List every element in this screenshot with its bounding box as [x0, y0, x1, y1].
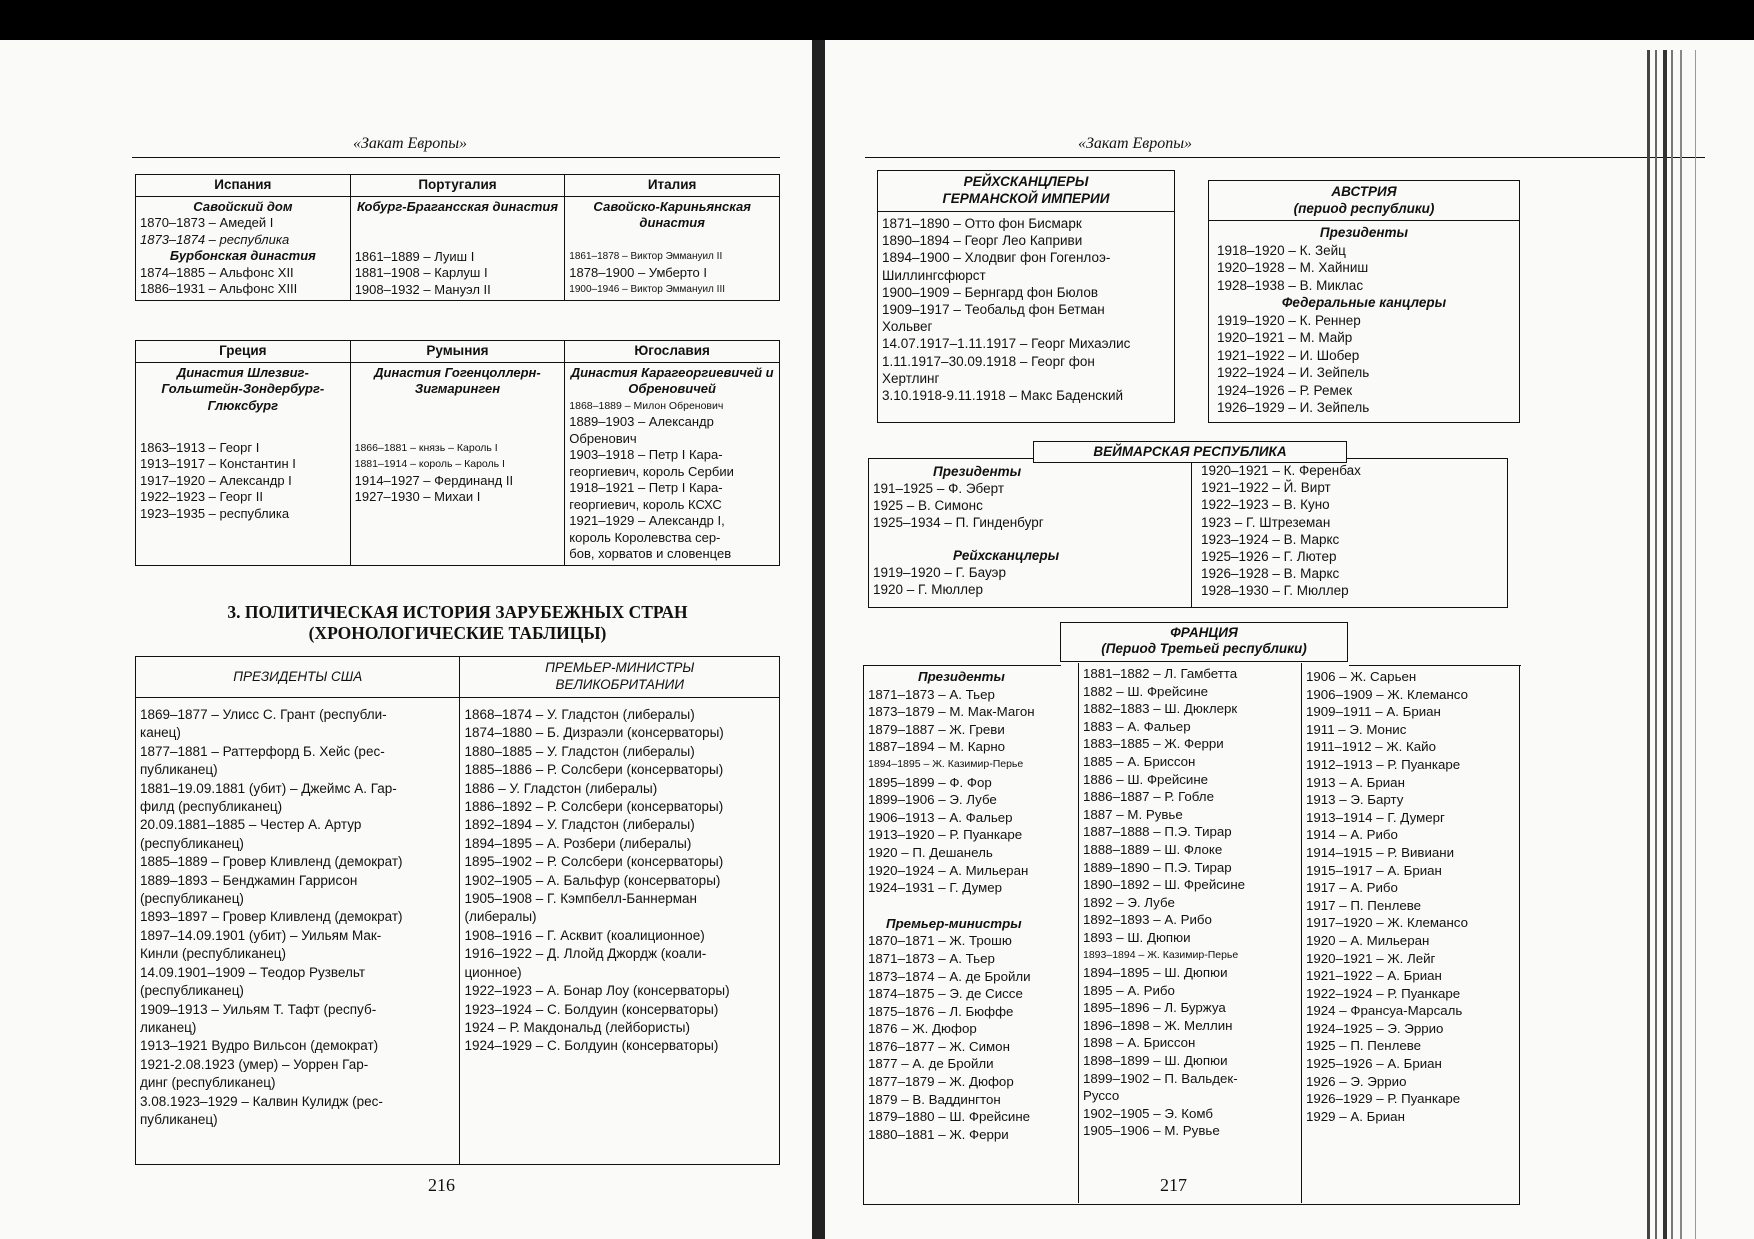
list-line: 1922–1924 – Р. Пуанкаре: [1306, 985, 1461, 1001]
list-line: 1881–1914 – король – Кароль I: [354, 458, 505, 470]
list-line: 1874–1875 – Э. де Сиссе: [868, 986, 1023, 1002]
list-line: 1876–1877 – Ж. Симон: [868, 1038, 1010, 1054]
subheading: Президенты: [933, 464, 1022, 479]
list-line: 1883 – А. Фальер: [1083, 718, 1191, 734]
list-line: 1912–1913 – Р. Пуанкаре: [1306, 756, 1461, 772]
list-line: 1869–1877 – Улисс С. Грант (республи-: [140, 707, 387, 722]
list-line: 1889–1890 – П.Э. Тирар: [1083, 859, 1232, 875]
list-line: 1919–1920 – К. Реннер: [1217, 312, 1361, 328]
page-edge: [1671, 50, 1673, 1239]
header-rule: [132, 157, 780, 158]
list-line: 1905–1908 – Г. Кэмпбелл-Баннерман: [464, 891, 697, 907]
list-line: 1881–19.09.1881 (убит) – Джеймс А. Гар-: [140, 780, 397, 796]
page-edge: [1695, 50, 1696, 1239]
list-line: 1902–1905 – Э. Комб: [1083, 1105, 1214, 1121]
list-line: 1885 – А. Бриссон: [1083, 753, 1196, 769]
list-line: 1925 – П. Пенлеве: [1306, 1038, 1422, 1054]
list-line: 1920–1928 – М. Хайниш: [1217, 260, 1369, 275]
dynasties-table-1: [135, 174, 780, 301]
list-line: 1921–1922 – Й. Вирт: [1201, 480, 1331, 496]
box-title-line: ГЕРМАНСКОЙ ИМПЕРИИ: [942, 191, 1110, 206]
list-line: 14.07.1917–1.11.1917 – Георг Михаэлис: [882, 336, 1131, 352]
dynasty-name: Династия Шлезвиг-Гольштейн-Зондербург-Глюксбург: [161, 364, 325, 413]
list-line: 1916–1922 – Д. Ллойд Джордж (коали-: [464, 946, 707, 962]
list-line: 1886 – У. Гладстон (либералы): [464, 780, 658, 796]
list-line: 1921–1922 – А. Бриан: [1306, 968, 1442, 984]
page-number: 217: [1160, 1175, 1187, 1195]
list-line: 1913–1920 – Р. Пуанкаре: [868, 827, 1023, 843]
section-title: [135, 602, 780, 644]
list-line: 1898–1899 – Ш. Дюпюи: [1083, 1053, 1228, 1069]
box-title-line: (Период Третьей республики): [1101, 641, 1307, 656]
austria-content: [1209, 221, 1519, 420]
list-line: Хертлинг: [882, 370, 940, 386]
list-line: 1888–1889 – Ш. Флоке: [1083, 841, 1223, 857]
list-line: 1914 – А. Рибо: [1306, 827, 1398, 843]
list-line: 1913–1917 – Константин I: [140, 456, 296, 471]
header-usa: ПРЕЗИДЕНТЫ США: [136, 657, 460, 698]
list-line: 1914–1915 – Р. Вивиани: [1306, 844, 1455, 860]
list-line: Кинли (республиканец): [140, 946, 286, 962]
section-title-line: 3. ПОЛИТИЧЕСКАЯ ИСТОРИЯ ЗАРУБЕЖНЫХ СТРАН: [227, 602, 688, 622]
list-line: 1873–1874 – А. де Бройли: [868, 968, 1031, 984]
list-line: 1886 – Ш. Фрейсине: [1083, 771, 1209, 787]
header-romania: Румыния: [350, 341, 565, 363]
list-line: 1892–1894 – У. Гладстон (либералы): [464, 817, 695, 833]
france-box: [863, 665, 1520, 1205]
list-line: 1920 – А. Мильеран: [1306, 932, 1430, 948]
ruler-line: 1874–1885 – Альфонс XII: [140, 264, 294, 280]
list-line: Руссо: [1083, 1088, 1120, 1104]
france-title: [1060, 622, 1348, 662]
list-line: 1880–1885 – У. Гладстон (либералы): [464, 743, 695, 759]
list-line: 1909–1917 – Теобальд фон Бетман: [882, 302, 1105, 318]
list-line: 1925–1926 – А. Бриан: [1306, 1056, 1442, 1072]
ruler-line: 1873–1874 – республика: [140, 231, 290, 247]
list-line: 1879 – В. Ваддингтон: [868, 1091, 1001, 1107]
list-line: 1871–1873 – А. Тьер: [868, 950, 995, 966]
header-yugoslavia: Югославия: [565, 341, 780, 363]
list-line: 1881–1882 – Л. Гамбетта: [1083, 666, 1238, 681]
list-line: 1889–1893 – Бенджамин Гаррисон: [140, 872, 358, 888]
list-line: 1911 – Э. Монис: [1306, 721, 1407, 737]
italy-cell: [565, 196, 780, 301]
list-line: 1926–1929 – Р. Пуанкаре: [1306, 1091, 1461, 1107]
left-page: [0, 40, 812, 1239]
list-line: 1921–1929 – Александр I,: [569, 513, 725, 528]
list-line: 1866–1881 – князь – Кароль I: [354, 441, 498, 454]
portugal-cell: [350, 196, 565, 301]
list-line: 20.09.1881–1885 – Честер А. Артур: [140, 817, 362, 833]
subheading: Рейхсканцлеры: [953, 548, 1060, 563]
dynasty-name: Бурбонская династия: [169, 248, 316, 263]
list-line: 1923 – Г. Штреземан: [1201, 514, 1331, 530]
list-line: 1913–1914 – Г. Думерг: [1306, 809, 1445, 825]
list-line: 1894–1895 – А. Розбери (либералы): [464, 835, 692, 851]
list-line: 1883–1885 – Ж. Ферри: [1083, 736, 1224, 752]
page-edge: [1647, 50, 1650, 1239]
list-line: 1911–1912 – Ж. Кайо: [1306, 739, 1436, 755]
list-line: 1897–14.09.1901 (убит) – Уильям Мак-: [140, 927, 382, 943]
list-line: динг (республиканец): [140, 1075, 276, 1091]
list-line: 1926–1929 – И. Зейпель: [1217, 400, 1370, 415]
list-line: 1879–1880 – Ш. Фрейсине: [868, 1109, 1031, 1125]
list-line: 1887–1888 – П.Э. Тирар: [1083, 824, 1232, 840]
prime-ministers-list: [464, 706, 775, 1056]
subheading: Премьер-министры: [886, 915, 1022, 931]
list-line: 1887–1894 – М. Карно: [868, 739, 1006, 755]
usa-uk-table: [135, 656, 780, 1165]
subheading: Президенты: [918, 669, 1005, 684]
list-line: 1876 – Ж. Дюфор: [868, 1021, 977, 1037]
list-line: 1925–1934 – П. Гинденбург: [873, 515, 1044, 530]
list-line: 1920–1921 – М. Майр: [1217, 330, 1353, 345]
ruler-list: [355, 440, 561, 506]
column-divider: [1191, 459, 1192, 607]
list-line: ликанец): [140, 1019, 197, 1035]
usa-cell: [136, 698, 460, 1165]
list-line: 1890–1894 – Георг Лео Каприви: [882, 233, 1083, 249]
list-line: 1875–1876 – Л. Бюффе: [868, 1003, 1014, 1019]
column-divider: [1301, 663, 1302, 1203]
top-rule: [864, 665, 1061, 666]
ruler-list: [569, 398, 775, 563]
list-line: 1880–1881 – Ж. Ферри: [868, 1126, 1009, 1142]
france-column-1: [868, 668, 1076, 1143]
list-line: 1868–1889 – Милон Обренович: [569, 399, 724, 412]
romania-cell: [350, 362, 565, 565]
presidents-list: [1217, 242, 1511, 295]
subheading: Федеральные канцлеры: [1281, 295, 1447, 310]
header-rule: [865, 157, 1705, 158]
ruler-line: 1900–1946 – Виктор Эммануил III: [569, 283, 726, 295]
list-line: филд (республиканец): [140, 799, 283, 815]
list-line: георгиевич, король Сербии: [569, 463, 734, 479]
weimar-box: [868, 458, 1508, 608]
list-line: 1894–1900 – Хлодвиг фон Гогенлоэ-: [882, 250, 1111, 266]
list-line: (республиканец): [140, 891, 244, 907]
list-line: публиканец): [140, 1111, 218, 1127]
list-line: 1895–1896 – Л. Буржуа: [1083, 1000, 1226, 1016]
box-title: [878, 171, 1174, 212]
list-line: 1906–1913 – А. Фальер: [868, 809, 1013, 825]
list-line: 1895–1902 – Р. Солсбери (консерваторы): [464, 854, 724, 870]
list-line: 3.08.1923–1929 – Калвин Кулидж (рес-: [140, 1093, 383, 1109]
list-line: 1899–1906 – Э. Лубе: [868, 792, 997, 808]
list-line: 1913 – Э. Барту: [1306, 792, 1404, 808]
list-line: 1926–1928 – В. Маркс: [1201, 566, 1340, 582]
list-line: георгиевич, король КСХС: [569, 496, 722, 512]
dynasty-name: Савойско-Кариньянская династия: [593, 198, 751, 230]
ruler-line: 1870–1873 – Амедей I: [140, 215, 274, 230]
list-line: 1929 – А. Бриан: [1306, 1108, 1405, 1124]
page-number: 216: [428, 1175, 455, 1195]
ministers-list: [1306, 668, 1518, 1125]
list-line: 1921–1922 – И. Шобер: [1217, 347, 1360, 363]
subheading: Президенты: [1319, 225, 1409, 240]
chancellors-list: [1201, 462, 1501, 600]
list-line: 1914–1927 – Фердинанд II: [354, 472, 514, 488]
list-line: 1927–1930 – Михаи I: [354, 489, 481, 504]
header-uk-line: ПРЕМЬЕР-МИНИСТРЫ: [545, 660, 695, 675]
weimar-left-column: [873, 463, 1183, 598]
right-page: [825, 40, 1754, 1239]
page-edge: [1663, 50, 1667, 1239]
list-line: 1924–1926 – Р. Ремек: [1217, 382, 1353, 398]
list-line: 1893–1894 – Ж. Казимир-Перье: [1083, 948, 1239, 961]
chancellors-list: [873, 564, 1183, 598]
france-column-2: [1083, 665, 1299, 1140]
list-line: 1894–1895 – Ж. Казимир-Перье: [868, 757, 1024, 770]
list-line: 3.10.1918-9.11.1918 – Макс Баденский: [882, 388, 1124, 404]
list-line: 1915–1917 – А. Бриан: [1306, 862, 1442, 878]
list-line: 1913 – А. Бриан: [1306, 774, 1405, 790]
list-line: 1895 – А. Рибо: [1083, 982, 1175, 998]
list-line: Шиллингсфюрст: [882, 267, 986, 283]
list-line: 1926 – Э. Эррио: [1306, 1073, 1407, 1089]
box-title-line: РЕЙХСКАНЦЛЕРЫ: [963, 174, 1089, 189]
list-line: 1908–1916 – Г. Асквит (коалиционное): [464, 927, 705, 943]
list-line: 1886–1887 – Р. Гобле: [1083, 789, 1214, 805]
ruler-line: 1886–1931 – Альфонс XIII: [140, 281, 298, 296]
list-line: 1923–1924 – В. Маркс: [1201, 531, 1340, 547]
dynasty-name: Династия Гогенцоллерн-Зигмаринген: [374, 364, 541, 396]
list-line: 1919–1920 – Г. Бауэр: [873, 565, 1006, 580]
list-line: 1877–1879 – Ж. Дюфор: [868, 1074, 1014, 1090]
list-line: 1870–1871 – Ж. Трошю: [868, 933, 1012, 949]
list-line: 1885–1886 – Р. Солсбери (консерваторы): [464, 762, 724, 778]
list-line: 1893–1897 – Гровер Кливленд (демократ): [140, 909, 403, 925]
list-line: 1890–1892 – Ш. Фрейсине: [1083, 877, 1246, 893]
reich-chancellors-box: [877, 170, 1175, 423]
list-line: бов, хорватов и словенцев: [569, 546, 732, 561]
list-line: 1873–1879 – М. Мак-Магон: [868, 704, 1035, 720]
list-line: 1902–1905 – А. Бальфур (консерваторы): [464, 872, 721, 888]
list-line: 1882–1883 – Ш. Дюклерк: [1083, 701, 1238, 717]
list-line: 1868–1874 – У. Гладстон (либералы): [464, 707, 695, 722]
list-line: 1903–1918 – Петр I Кара-: [569, 447, 723, 462]
list-line: 1921-2.08.1923 (умер) – Уоррен Гар-: [140, 1056, 369, 1072]
header-uk-line: ВЕЛИКОБРИТАНИИ: [555, 677, 684, 692]
top-rule: [1349, 665, 1521, 666]
list-line: 1928–1930 – Г. Мюллер: [1201, 583, 1349, 599]
list-line: Хольвег: [882, 319, 933, 335]
running-header: «Закат Европы»: [1077, 135, 1193, 152]
list-line: канец): [140, 725, 181, 741]
header-spain: Испания: [136, 175, 351, 197]
list-line: 1920–1921 – Ж. Лейг: [1306, 950, 1436, 966]
list-line: 1.11.1917–30.09.1918 – Георг фон: [882, 353, 1095, 369]
list-line: 1920–1921 – К. Ференбах: [1201, 463, 1361, 478]
list-line: 1896–1898 – Ж. Меллин: [1083, 1017, 1233, 1033]
uk-cell: [460, 698, 780, 1165]
list-line: 1871–1873 – А. Тьер: [868, 686, 995, 702]
list-line: 1920–1924 – А. Мильеран: [868, 862, 1029, 878]
list-line: 1906–1909 – Ж. Клемансо: [1306, 686, 1468, 702]
dynasties-table-2: [135, 340, 780, 566]
list-line: 1922–1923 – В. Куно: [1201, 497, 1330, 513]
list-line: 1917–1920 – Александр I: [140, 472, 292, 488]
spain-cell: [136, 196, 351, 301]
list-line: 1909–1913 – Уильям Т. Тафт (респуб-: [140, 1001, 377, 1017]
list-line: 1886–1892 – Р. Солсбери (консерваторы): [464, 799, 724, 815]
greece-cell: [136, 362, 351, 565]
list-line: 1922–1924 – И. Зейпель: [1217, 365, 1370, 380]
ruler-line: 1861–1878 – Виктор Эммануил II: [569, 250, 723, 262]
list-line: 1924–1925 – Э. Эррио: [1306, 1020, 1444, 1036]
list-line: (республиканец): [140, 983, 244, 999]
page-edge: [1680, 50, 1682, 1239]
box-title-line: ФРАНЦИЯ: [1170, 625, 1238, 640]
list-line: 1879–1887 – Ж. Греви: [868, 721, 1005, 737]
list-line: 1918–1920 – К. Зейц: [1217, 242, 1346, 258]
dynasty-name: Савойский дом: [193, 198, 293, 214]
ruler-line: 1908–1932 – Мануэл II: [354, 281, 491, 297]
list-line: 1893 – Ш. Дюпюи: [1083, 929, 1191, 945]
list-line: 1922–1923 – Георг II: [140, 489, 263, 504]
list-line: 1924 – Франсуа-Марсаль: [1306, 1003, 1463, 1019]
list-line: 1909–1911 – А. Бриан: [1306, 704, 1441, 720]
list-line: 1924–1929 – С. Болдуин (консерваторы): [464, 1038, 719, 1054]
ruler-line: 1878–1900 – Умберто I: [569, 265, 708, 280]
list-line: 1889–1903 – Александр: [569, 414, 714, 429]
presidents-list: [873, 480, 1183, 531]
list-line: 1924 – Р. Макдональд (лейбористы): [464, 1019, 690, 1035]
list-line: 1906 – Ж. Сарьен: [1306, 669, 1417, 684]
list-line: 1887 – М. Рувье: [1083, 806, 1183, 822]
header-greece: Греция: [136, 341, 351, 363]
list-line: (либералы): [464, 909, 537, 925]
list-line: Обренович: [569, 430, 637, 446]
list-line: ционное): [464, 964, 522, 980]
chancellors-list: [878, 212, 1174, 407]
list-line: 1885–1889 – Гровер Кливленд (демократ): [140, 854, 403, 870]
list-line: 1900–1909 – Бернгард фон Бюлов: [882, 284, 1099, 300]
list-line: 1913–1921 Вудро Вильсон (демократ): [140, 1038, 379, 1054]
list-line: 1892–1893 – А. Рибо: [1083, 912, 1212, 928]
france-column-3: [1306, 668, 1518, 1125]
list-line: 1892 – Э. Лубе: [1083, 894, 1175, 910]
running-header: «Закат Европы»: [352, 135, 468, 152]
box-title-line: АВСТРИЯ: [1331, 184, 1397, 199]
chancellors-list: [1217, 312, 1511, 417]
list-line: публиканец): [140, 762, 218, 778]
list-line: 1899–1902 – П. Вальдек-: [1083, 1070, 1238, 1086]
dynasty-name: Кобург-Брагансская династия: [357, 198, 558, 214]
presidents-list: [140, 706, 455, 1129]
list-line: 191–1925 – Ф. Эберт: [873, 481, 1005, 496]
list-line: король Королевства сер-: [569, 529, 721, 545]
list-line: 1917–1920 – Ж. Клемансо: [1306, 915, 1468, 931]
list-line: 1894–1895 – Ш. Дюпюи: [1083, 965, 1228, 981]
list-line: 1920 – Г. Мюллер: [873, 582, 984, 597]
weimar-right-column: [1201, 462, 1501, 600]
list-line: 1874–1880 – Б. Дизраэли (консерваторы): [464, 725, 724, 741]
page-edge: [1655, 50, 1657, 1239]
ministers-list: [868, 932, 1076, 1143]
header-uk: [460, 657, 780, 698]
list-line: 1917 – А. Рибо: [1306, 880, 1398, 896]
list-line: 1922–1923 – А. Бонар Лоу (консерваторы): [464, 983, 730, 999]
list-line: 1920 – П. Дешанель: [868, 844, 993, 860]
ruler-list: [140, 440, 346, 523]
list-line: 1925–1926 – Г. Лютер: [1201, 549, 1337, 565]
weimar-title: ВЕЙМАРСКАЯ РЕСПУБЛИКА: [1033, 441, 1347, 463]
list-line: (республиканец): [140, 835, 244, 851]
list-line: 1905–1906 – М. Рувье: [1083, 1123, 1220, 1139]
list-line: 1863–1913 – Георг I: [140, 439, 260, 455]
list-line: 1923–1935 – республика: [140, 505, 290, 521]
presidents-list: [868, 686, 1076, 897]
list-line: 1924–1931 – Г. Думер: [868, 880, 1003, 896]
ruler-line: 1881–1908 – Карлуш I: [354, 265, 488, 280]
box-title-line: (период республики): [1293, 201, 1435, 216]
list-line: 1918–1921 – Петр I Кара-: [569, 480, 723, 495]
ruler-line: 1861–1889 – Луиш I: [354, 248, 475, 264]
list-line: 1923–1924 – С. Болдуин (консерваторы): [464, 1001, 719, 1017]
section-title-line: (ХРОНОЛОГИЧЕСКИЕ ТАБЛИЦЫ): [308, 623, 607, 643]
header-italy: Италия: [565, 175, 780, 197]
list-line: 1877–1881 – Раттерфорд Б. Хейс (рес-: [140, 743, 385, 759]
list-line: 1895–1899 – Ф. Фор: [868, 774, 992, 790]
list-line: 1871–1890 – Отто фон Бисмарк: [882, 216, 1082, 231]
list-line: 1898 – А. Бриссон: [1083, 1035, 1196, 1051]
list-line: 1882 – Ш. Фрейсине: [1083, 683, 1209, 699]
box-title: [1209, 181, 1519, 221]
header-portugal: Португалия: [350, 175, 565, 197]
dynasty-name: Династия Карагеоргиевичей и Обреновичей: [570, 364, 774, 396]
book-binding: [812, 40, 825, 1239]
list-line: 1917 – П. Пенлеве: [1306, 897, 1422, 913]
ministers-list: [1083, 665, 1299, 1140]
austria-box: [1208, 180, 1520, 423]
list-line: 1928–1938 – В. Миклас: [1217, 277, 1364, 293]
list-line: 14.09.1901–1909 – Теодор Рузвельт: [140, 964, 366, 980]
column-divider: [1078, 663, 1079, 1203]
yugoslavia-cell: [565, 362, 780, 565]
list-line: 1925 – В. Симонс: [873, 498, 983, 513]
list-line: 1877 – А. де Бройли: [868, 1056, 994, 1072]
